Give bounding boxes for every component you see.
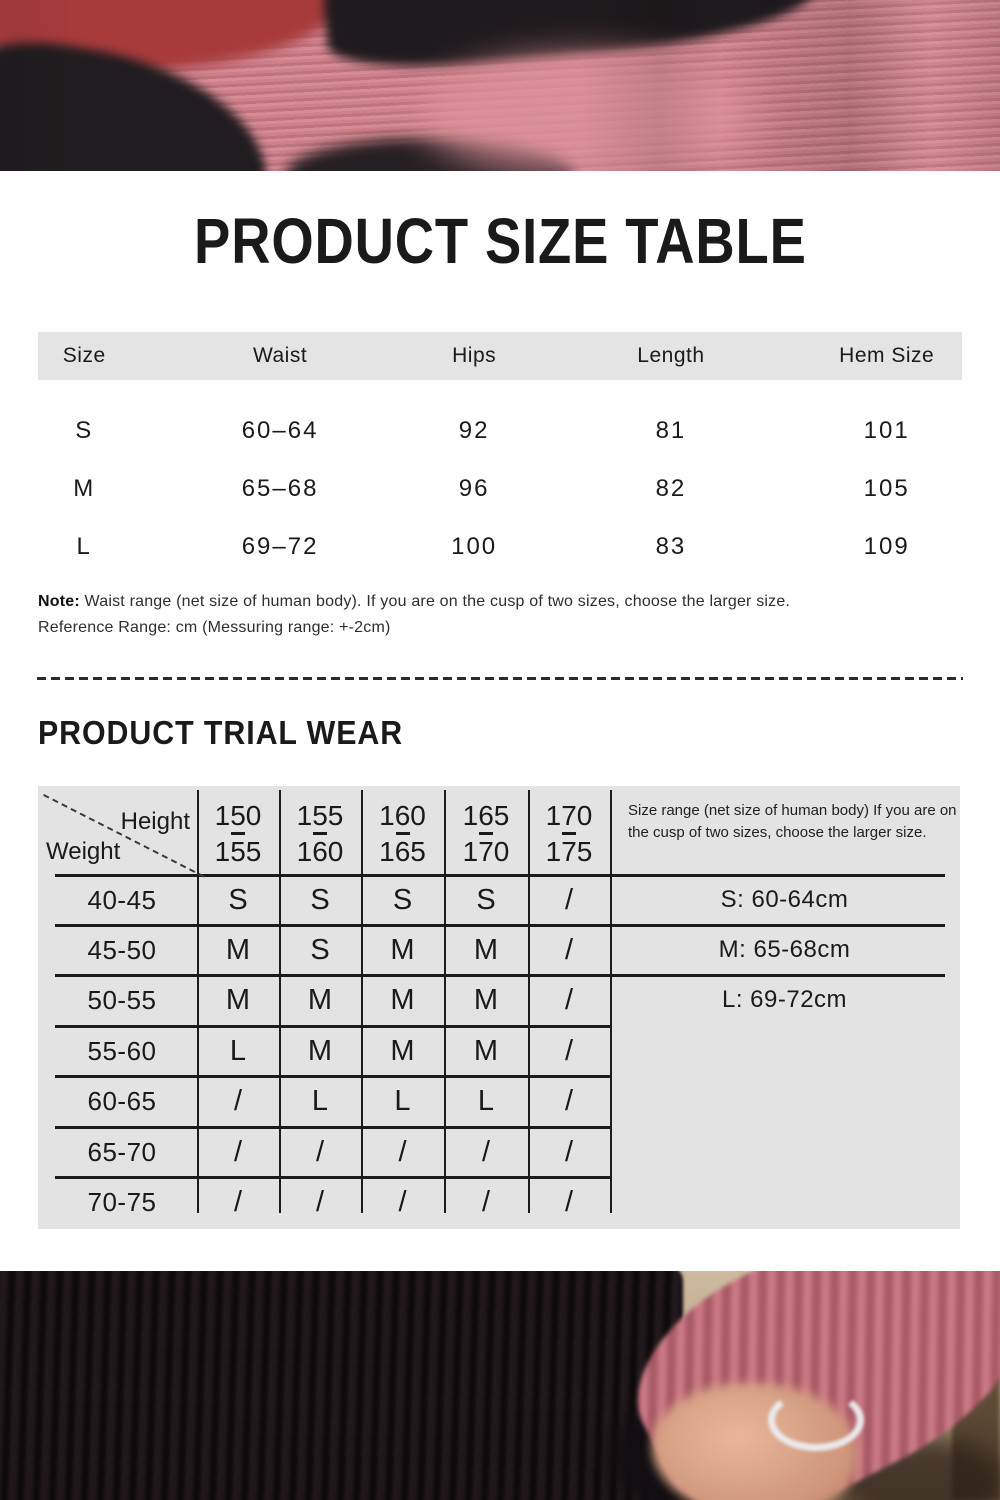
cell-size: L — [76, 533, 92, 560]
size-cell: / — [398, 1135, 407, 1168]
side-size-s: S: 60-64cm — [720, 886, 849, 913]
cell-waist: 69–72 — [241, 533, 319, 560]
range-dash — [313, 832, 327, 835]
size-cell: L — [229, 1034, 247, 1067]
black-skirt-fabric — [0, 1271, 683, 1500]
height-range-header — [279, 796, 361, 870]
height-from: 170 — [545, 799, 593, 831]
weight-label: 55-60 — [87, 1035, 157, 1066]
note-text: Waist range (net size of human body). If you are on the cusp of two sizes, choose the larger size. — [79, 593, 791, 610]
range-dash — [479, 832, 493, 835]
size-cell: M — [225, 983, 251, 1016]
column-header-length: Length — [637, 344, 705, 367]
column-header-waist: Waist — [252, 344, 308, 367]
cell-length: 82 — [655, 475, 687, 502]
size-cell: / — [398, 1185, 407, 1218]
cell-size: S — [75, 417, 94, 444]
size-cell: / — [315, 1135, 325, 1168]
height-to: 165 — [379, 835, 426, 867]
trial-title — [38, 714, 435, 752]
size-cell: L — [311, 1084, 329, 1117]
height-from: 160 — [379, 799, 426, 831]
size-cell: M — [473, 1034, 499, 1067]
note-label: Note: — [38, 593, 80, 610]
size-cell: / — [481, 1135, 491, 1168]
size-cell: M — [390, 1034, 415, 1067]
size-cell: / — [564, 1034, 574, 1067]
cell-hem: 109 — [863, 533, 910, 560]
size-cell: S — [228, 883, 248, 916]
size-cell: L — [477, 1084, 495, 1117]
size-cell: / — [564, 983, 574, 1016]
size-cell: M — [473, 983, 499, 1016]
height-to: 155 — [214, 835, 262, 867]
weight-label: 50-55 — [87, 984, 157, 1015]
cell-length: 83 — [655, 533, 687, 560]
corner-weight-label: Weight — [46, 838, 121, 865]
size-cell: S — [310, 933, 330, 966]
size-cell: S — [392, 883, 413, 916]
size-cell: M — [307, 1034, 333, 1067]
height-range-header — [361, 796, 444, 870]
size-cell: M — [390, 983, 415, 1016]
weight-label: 65-70 — [87, 1136, 157, 1167]
product-photo-top — [0, 0, 1000, 171]
product-photo-bottom — [0, 1271, 1000, 1500]
note-line — [38, 593, 790, 611]
size-table-header — [38, 332, 962, 380]
size-cell: / — [564, 1084, 574, 1117]
dashed-divider — [37, 677, 963, 680]
size-cell: / — [233, 1185, 243, 1218]
height-range-header — [197, 796, 279, 870]
trial-title-text: PRODUCT TRIAL WEAR — [38, 714, 404, 751]
height-to: 160 — [296, 835, 344, 867]
size-cell: / — [564, 883, 574, 916]
size-table-row-m — [38, 465, 962, 513]
size-cell: M — [307, 983, 333, 1016]
cell-length: 81 — [655, 417, 687, 444]
page-title-text: PRODUCT SIZE TABLE — [193, 205, 807, 277]
size-cell: M — [225, 933, 251, 966]
height-from: 150 — [214, 799, 262, 831]
height-range-header — [528, 796, 610, 870]
size-cell: / — [564, 1135, 574, 1168]
size-cell: / — [233, 1084, 243, 1117]
weight-label: 40-45 — [87, 884, 157, 915]
range-dash — [231, 832, 245, 835]
range-dash — [562, 832, 576, 835]
cell-hips: 96 — [458, 475, 490, 502]
side-note: Size range (net size of human body) If you are on the cusp of two sizes, choose the larger size. — [628, 802, 957, 841]
size-cell: / — [564, 1185, 574, 1218]
height-to: 175 — [545, 835, 593, 867]
weight-label: 60-65 — [87, 1085, 157, 1116]
size-cell: S — [310, 883, 330, 916]
size-table-row-s — [38, 407, 962, 455]
size-table-row-l — [38, 523, 962, 571]
column-header-hem: Hem Size — [839, 344, 935, 367]
silver-bracelet — [768, 1389, 864, 1451]
size-cell: M — [473, 933, 499, 966]
size-cell: / — [233, 1135, 243, 1168]
size-cell: L — [394, 1084, 411, 1117]
size-cell: / — [315, 1185, 325, 1218]
size-cell: M — [390, 933, 415, 966]
size-cell: / — [564, 933, 574, 966]
weight-label: 70-75 — [87, 1186, 157, 1217]
page-title — [0, 205, 1000, 277]
cell-hips: 100 — [451, 533, 498, 560]
column-header-size: Size — [62, 344, 106, 367]
cell-hem: 101 — [863, 417, 910, 444]
fabric-folds — [0, 0, 1000, 171]
height-from: 155 — [296, 799, 344, 831]
height-from: 165 — [462, 799, 510, 831]
cell-waist: 65–68 — [241, 475, 319, 502]
size-cell: S — [476, 883, 496, 916]
trial-table — [38, 786, 960, 1229]
cell-hips: 92 — [458, 417, 490, 444]
size-cell: / — [481, 1185, 491, 1218]
cell-hem: 105 — [863, 475, 910, 502]
weight-label: 45-50 — [87, 934, 157, 965]
cell-waist: 60–64 — [241, 417, 319, 444]
range-dash — [396, 832, 410, 835]
reference-line: Reference Range: cm (Messuring range: +-2cm) — [38, 619, 391, 636]
side-size-m: M: 65-68cm — [718, 936, 851, 963]
column-header-hips: Hips — [452, 344, 497, 367]
height-range-header — [444, 796, 528, 870]
side-size-l: L: 69-72cm — [721, 986, 848, 1013]
cell-size: M — [73, 475, 96, 502]
corner-height-label: Height — [120, 808, 190, 835]
height-to: 170 — [462, 835, 510, 867]
